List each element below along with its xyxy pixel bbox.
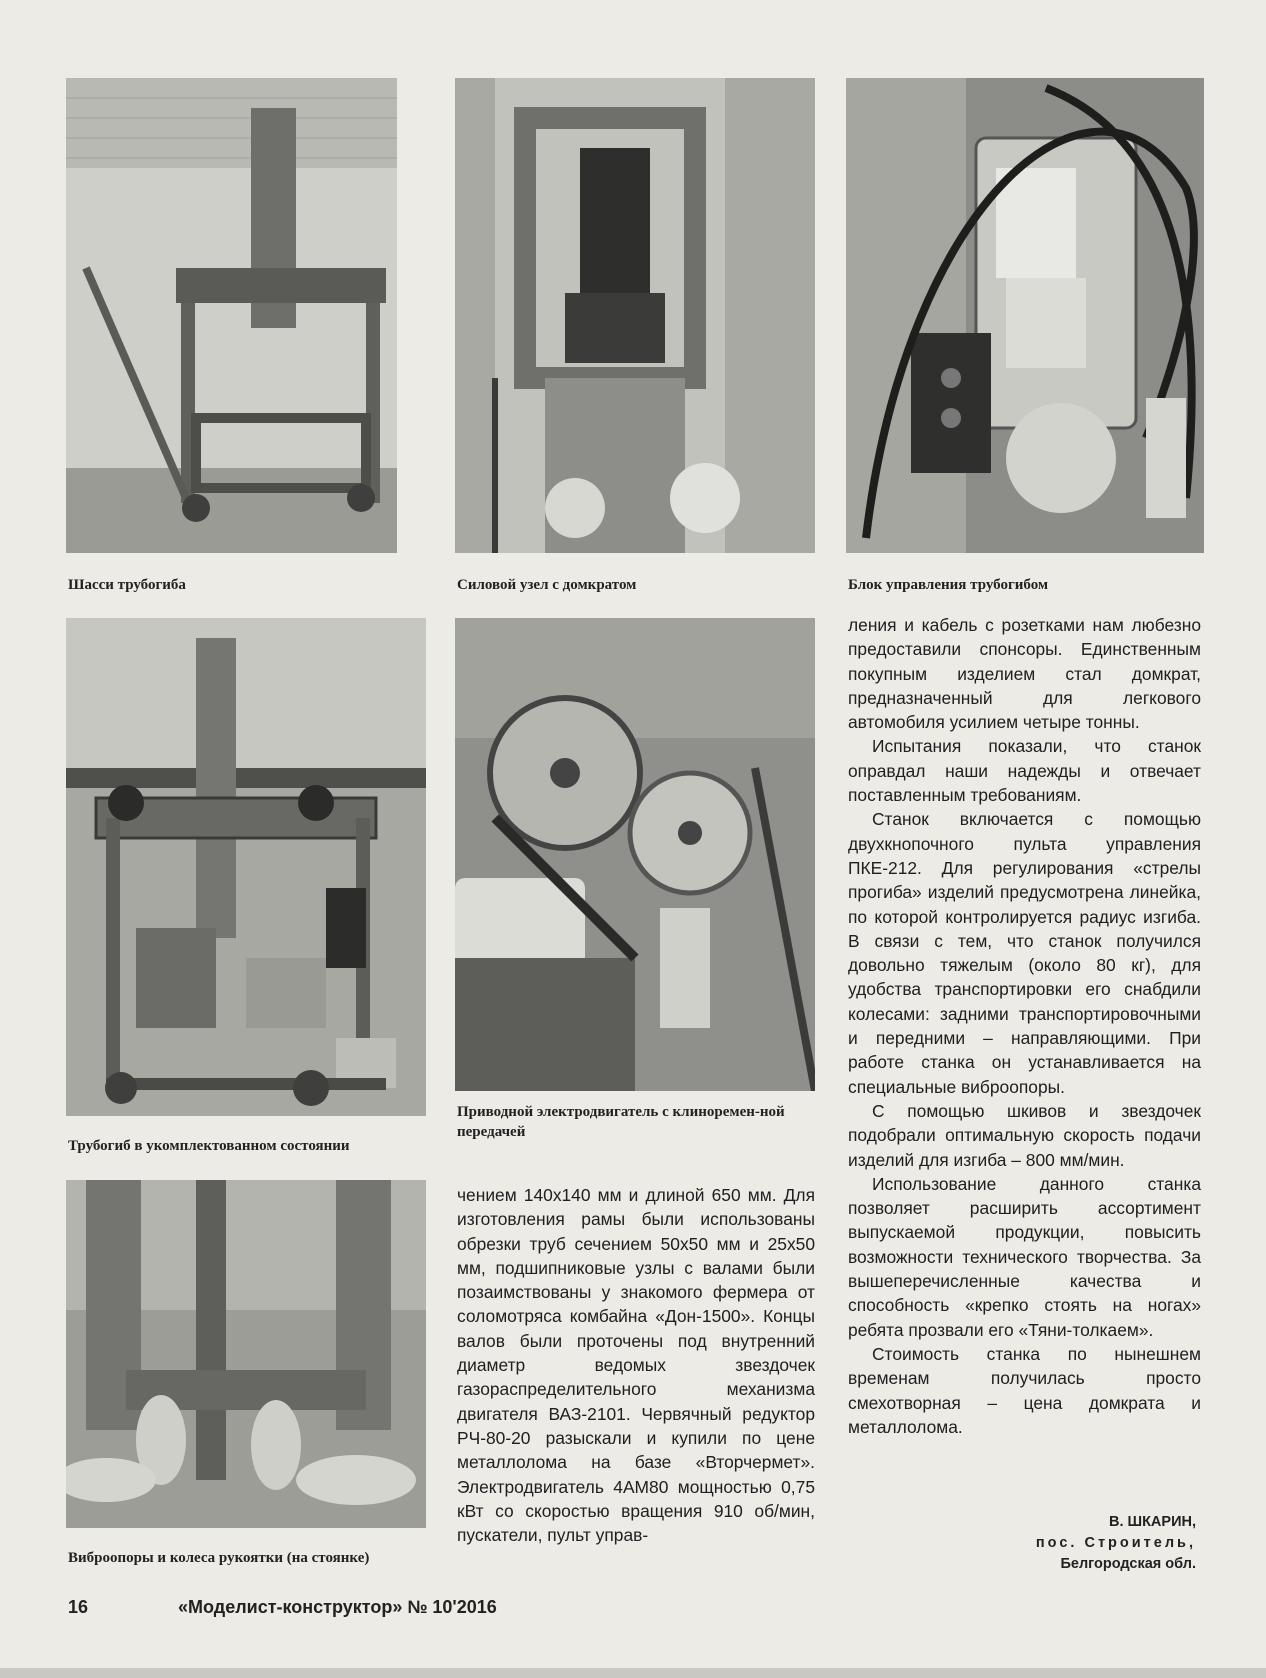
photo-vibration-mounts bbox=[66, 1180, 426, 1528]
article-paragraph: Использование данного станка позволяет расширить ассортимент выпускаемой продукции, повысить возможности технического творчества. За вышеперечисленные качества и способность «крепко стоять на ногах» ребята прозвали его «Тяни-толкаем». bbox=[848, 1173, 1201, 1340]
article-column-3 bbox=[848, 613, 1201, 1439]
article-paragraph: Испытания показали, что станок оправдал наши надежды и отвечает поставленным требованиям. bbox=[848, 736, 1201, 806]
photo-chassis bbox=[66, 78, 397, 553]
page-number: 16 bbox=[68, 1597, 89, 1617]
scan-edge bbox=[0, 1668, 1266, 1678]
article-paragraph: Стоимость станка по нынешнем временам получилась просто смехотворная – цена домкрата и металлолома. bbox=[848, 1343, 1201, 1437]
article-paragraph: Станок включается с помощью двухкнопочного пульта управления ПКЕ-212. Для регулирования «стрелы прогиба» изделий предусмотрена линейка, по которой контролируется радиус изгиба. В связи с тем, что станок получился довольно тяжелым (около 80 кг), для удобства транспортировки его снабдили колесами: задними транспортировочными и передними – направляющими. При работе станка он устанавливается на специальные виброопоры. bbox=[848, 809, 1201, 1097]
photo-control-block bbox=[846, 78, 1204, 553]
caption-control-block: Блок управления трубогибом bbox=[848, 577, 1049, 593]
author-region: Белгородская обл. bbox=[1060, 1556, 1196, 1572]
author-place: пос. Строитель, bbox=[1035, 1535, 1196, 1551]
photo-power-unit bbox=[455, 78, 815, 553]
article-paragraph: ления и кабель с розетками нам любезно предоставили спонсоры. Единственным покупным изделием стал домкрат, предназначенный для легкового автомобиля усилием четыре тонны. bbox=[848, 615, 1201, 733]
author-signature bbox=[1036, 1512, 1196, 1575]
caption-vibration-mounts: Виброопоры и колеса рукоятки (на стоянке) bbox=[68, 1550, 370, 1566]
article-column-2 bbox=[457, 1183, 815, 1547]
caption-drive-motor: Приводной электродвигатель с клиноремен-ной передачей bbox=[457, 1104, 785, 1140]
author-name: В. ШКАРИН, bbox=[1108, 1514, 1196, 1530]
photo-drive-motor bbox=[455, 618, 815, 1091]
caption-chassis: Шасси трубогиба bbox=[68, 577, 186, 593]
article-paragraph: С помощью шкивов и звездочек подобрали оптимальную скорость подачи изделий для изгиба – 800 мм/мин. bbox=[848, 1100, 1201, 1170]
caption-assembled: Трубогиб в укомплектованном состоянии bbox=[68, 1138, 350, 1154]
caption-power-unit: Силовой узел с домкратом bbox=[457, 577, 637, 593]
photo-assembled bbox=[66, 618, 426, 1116]
article-paragraph: чением 140x140 мм и длиной 650 мм. Для изготовления рамы были использованы обрезки труб сечением 50x50 мм и 25x50 мм, подшипниковые узлы с валами были позаимствованы у знакомого фермера от соломотряса комбайна «Дон-1500». Концы валов были проточены под внутренний диаметр ведомых звездочек газораспределительного механизма двигателя ВАЗ-2101. Червячный редуктор РЧ-80-20 разыскали и купили по цене металлолома на базе «Вторчермет». Электродвигатель 4АМ80 мощностью 0,75 кВт со скоростью вращения 910 об/мин, пускатели, пульт управ- bbox=[457, 1185, 815, 1546]
page-footer bbox=[68, 1597, 497, 1618]
magazine-issue: «Моделист-конструктор» № 10'2016 bbox=[178, 1597, 497, 1617]
